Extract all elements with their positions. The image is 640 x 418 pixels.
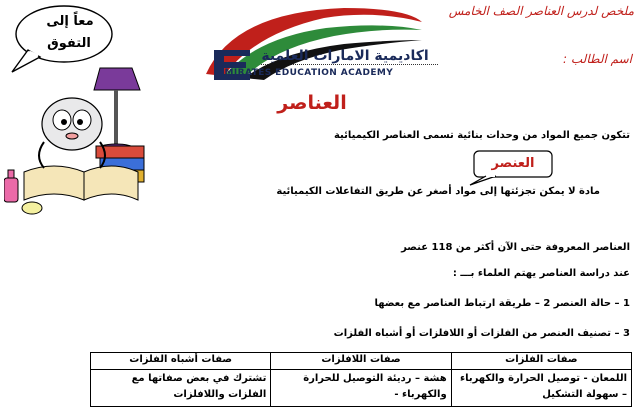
study-item-3: 3 – تصنيف العنصر من الفلزات أو اللافلزات أو أشباه الفلزات bbox=[333, 328, 630, 339]
section-title: العناصر bbox=[277, 92, 347, 114]
student-name-label: اسم الطالب : bbox=[563, 52, 632, 66]
academy-name-arabic: اكاديمية الامارات العلمية bbox=[261, 48, 429, 64]
header-nonmetals: صفات اللافلزات bbox=[271, 353, 451, 370]
properties-table bbox=[90, 352, 632, 407]
header-metalloids: صفات أشباه الفلزات bbox=[91, 353, 271, 370]
cell-metalloids: تشترك في بعض صفاتها مع الفلزات واللافلزات bbox=[91, 370, 271, 407]
worksheet-header-title: ملخص لدرس العناصر الصف الخامس bbox=[448, 4, 634, 18]
student-studying-cartoon-icon bbox=[4, 60, 154, 220]
intro-sentence: تتكون جميع المواد من وحدات بنائية تسمى العناصر الكيميائية bbox=[333, 130, 630, 141]
study-item-1-2: 1 – حالة العنصر 2 – طريقة ارتباط العناصر مع بعضها bbox=[374, 298, 630, 309]
callout-term: العنصر bbox=[491, 156, 535, 171]
table-row bbox=[91, 370, 632, 407]
element-definition: مادة لا يمكن تجزئتها إلى مواد أصغر عن طريق التفاعلات الكيميائية bbox=[276, 186, 600, 197]
known-elements-count: العناصر المعروفة حتى الآن أكثر من 118 عنصر bbox=[401, 242, 630, 253]
bubble-line-2: التفوق bbox=[47, 36, 91, 51]
cell-metals: اللمعان - توصيل الحرارة والكهرباء – سهولة التشكيل bbox=[451, 370, 631, 407]
bubble-line-1: معاً إلى bbox=[46, 14, 94, 29]
cell-nonmetals: هشة – رديئة التوصيل للحرارة والكهرباء - bbox=[271, 370, 451, 407]
study-intro: عند دراسة العناصر يهتم العلماء بـــ : bbox=[452, 268, 630, 279]
academy-name-english: EMIRATES EDUCATION ACADEMY bbox=[218, 68, 394, 78]
header-metals: صفات الفلزات bbox=[451, 353, 631, 370]
table-header-row bbox=[91, 353, 632, 370]
